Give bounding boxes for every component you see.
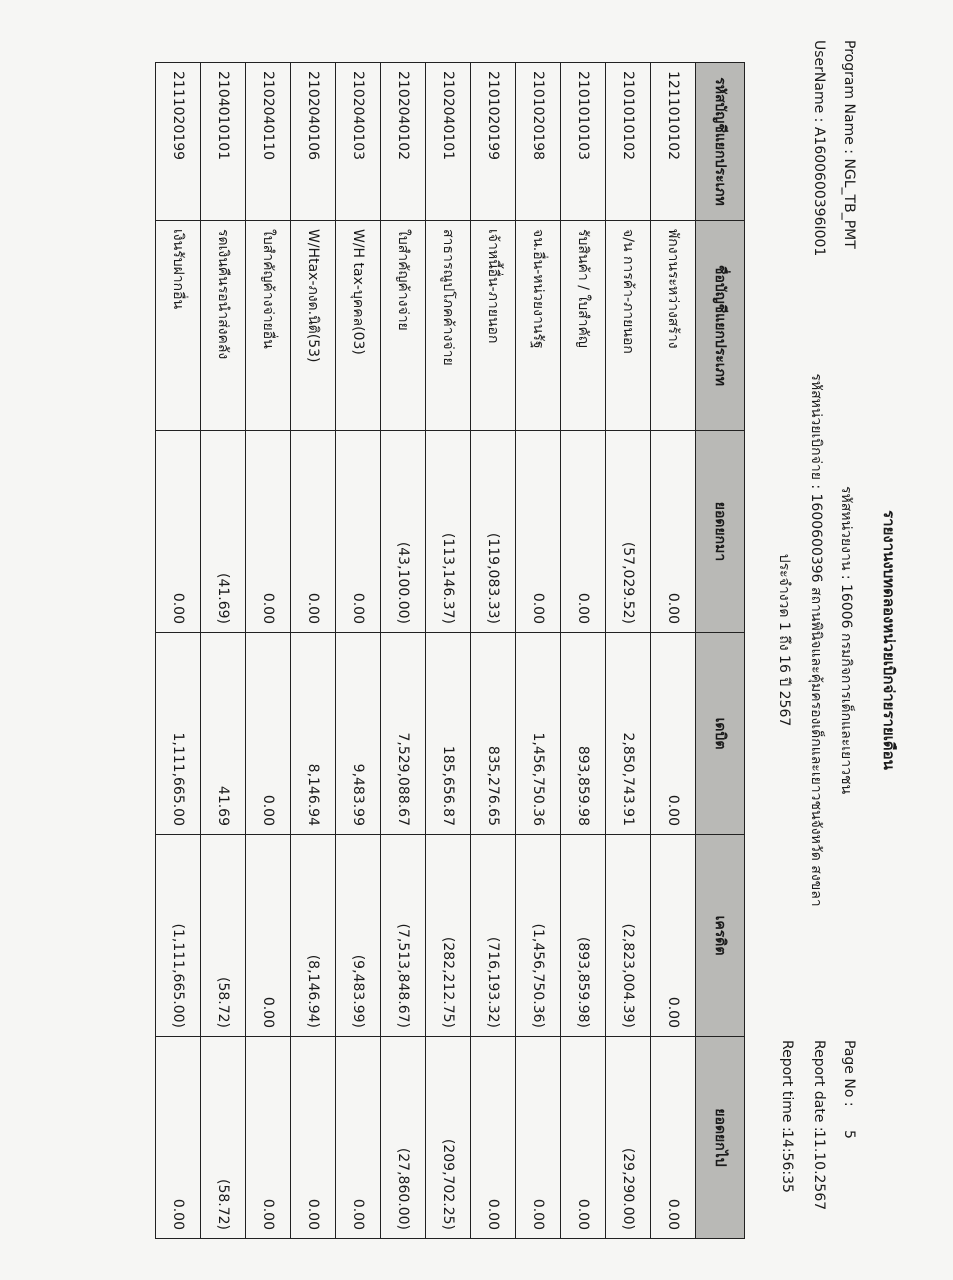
account-code: 2101020199 [471,63,516,221]
report-title: รายงานงบทดลองหน่วยเบิกจ่ายรายเดือน [880,510,898,770]
table-row [201,63,246,1239]
closing-balance: 0.00 [246,1037,291,1239]
opening-balance: (41.69) [201,431,246,633]
closing-balance: 0.00 [651,1037,696,1239]
opening-balance: 0.00 [516,431,561,633]
account-code: 2102040101 [426,63,471,221]
account-name: รดเงินคืนรอนำส่งคลัง [201,221,246,431]
table-row [606,63,651,1239]
username: UserName : A1600600396I001 [811,40,827,257]
credit-amount: (1,456,750.36) [516,835,561,1037]
account-code: 2101020198 [516,63,561,221]
table-row [426,63,471,1239]
table-row [561,63,606,1239]
credit-amount: (282,212.75) [426,835,471,1037]
account-name: จ/น การค้า-ภายนอก [606,221,651,431]
opening-balance: (119,083.33) [471,431,516,633]
col-header-opening-balance: ยอดยกมา [696,431,745,633]
report-date-label: Report date : [811,1040,827,1132]
program-name: Program Name : NGL_TB_PMT [841,40,857,249]
closing-balance: 0.00 [516,1037,561,1239]
credit-amount: (8,146.94) [291,835,336,1037]
report-time-label: Report time : [779,1040,795,1132]
debit-amount: 1,111,665.00 [156,633,201,835]
table-row [651,63,696,1239]
closing-balance: 0.00 [336,1037,381,1239]
table-row [471,63,516,1239]
debit-amount: 185,656.87 [426,633,471,835]
page-no-label: Page No : [841,1040,857,1107]
account-code: 2102040102 [381,63,426,221]
debit-amount: 835,276.65 [471,633,516,835]
debit-amount: 893,859.98 [561,633,606,835]
credit-amount: (1,111,665.00) [156,835,201,1037]
credit-amount: 0.00 [651,835,696,1037]
account-name: W/Htax-ภงด.นิติ(53) [291,221,336,431]
opening-balance: 0.00 [651,431,696,633]
debit-amount: 0.00 [246,633,291,835]
col-header-account-name: ชื่อบัญชีแยกประเภท [696,221,745,431]
closing-balance: 0.00 [291,1037,336,1239]
credit-amount: (2,823,004.39) [606,835,651,1037]
account-name: เงินรับฝากอื่น [156,221,201,431]
account-name: รับสินค้า / ใบสำคัญ [561,221,606,431]
opening-balance: 0.00 [291,431,336,633]
account-code: 2101010102 [606,63,651,221]
account-code: 2102040110 [246,63,291,221]
trial-balance-table [155,62,745,1239]
debit-amount: 8,146.94 [291,633,336,835]
table-row [336,63,381,1239]
col-header-closing-balance: ยอดยกไป [696,1037,745,1239]
opening-balance: 0.00 [561,431,606,633]
credit-amount: (58.72) [201,835,246,1037]
account-code: 2104010101 [201,63,246,221]
account-code: 1211010102 [651,63,696,221]
account-code: 2102040106 [291,63,336,221]
debit-amount: 7,529,088.67 [381,633,426,835]
table-row [156,63,201,1239]
closing-balance: (27,860.00) [381,1037,426,1239]
opening-balance: (43,100.00) [381,431,426,633]
account-name: สาธารณูปโภคค้างจ่าย [426,221,471,431]
debit-amount: 41.69 [201,633,246,835]
table-header-row [696,63,745,1239]
account-name: ใบสำคัญค้างจ่ายอื่น [246,221,291,431]
table-row [516,63,561,1239]
table-row [381,63,426,1239]
account-name: จน.อื่น-หน่วยงานรัฐ [516,221,561,431]
debit-amount: 1,456,750.36 [516,633,561,835]
account-code: 2101010103 [561,63,606,221]
closing-balance: 0.00 [156,1037,201,1239]
credit-amount: (893,859.98) [561,835,606,1037]
opening-balance: 0.00 [336,431,381,633]
opening-balance: 0.00 [246,431,291,633]
closing-balance: 0.00 [561,1037,606,1239]
disbursement-unit: รหัสหน่วยเบิกจ่าย : 1600600396 สถานพินิจและคุ้มครองเด็กและเยาวชนจังหวัด สงขลา [808,373,824,907]
col-header-account-code: รหัสบัญชีแยกประเภท [696,63,745,221]
account-code: 2102040103 [336,63,381,221]
credit-amount: (9,483.99) [336,835,381,1037]
report-period: ประจำงวด 1 ถึง 16 ปี 2567 [776,553,792,727]
debit-amount: 9,483.99 [336,633,381,835]
account-name: พักงานระหว่างสร้าง [651,221,696,431]
table-row [291,63,336,1239]
page-no-value: 5 [841,1130,857,1139]
account-name: W/H tax-บุคคล(03) [336,221,381,431]
closing-balance: 0.00 [471,1037,516,1239]
col-header-debit: เดบิต [696,633,745,835]
credit-amount: (7,513,848.67) [381,835,426,1037]
col-header-credit: เครดิต [696,835,745,1037]
account-code: 2111020199 [156,63,201,221]
credit-amount: 0.00 [246,835,291,1037]
report-date-value: 11.10.2567 [811,1130,827,1211]
debit-amount: 0.00 [651,633,696,835]
unit-code: รหัสหน่วยงาน : 16006 กรมกิจการเด็กและเยาวชน [838,485,854,795]
account-name: ใบสำคัญค้างจ่าย [381,221,426,431]
closing-balance: (29,290.00) [606,1037,651,1239]
credit-amount: (716,193.32) [471,835,516,1037]
report-time-value: 14:56:35 [779,1130,795,1193]
debit-amount: 2,850,743.91 [606,633,651,835]
account-name: เจ้าหนี้อื่น-ภายนอก [471,221,516,431]
opening-balance: (113,146.37) [426,431,471,633]
opening-balance: (57,029.52) [606,431,651,633]
opening-balance: 0.00 [156,431,201,633]
closing-balance: (209,702.25) [426,1037,471,1239]
closing-balance: (58.72) [201,1037,246,1239]
table-row [246,63,291,1239]
